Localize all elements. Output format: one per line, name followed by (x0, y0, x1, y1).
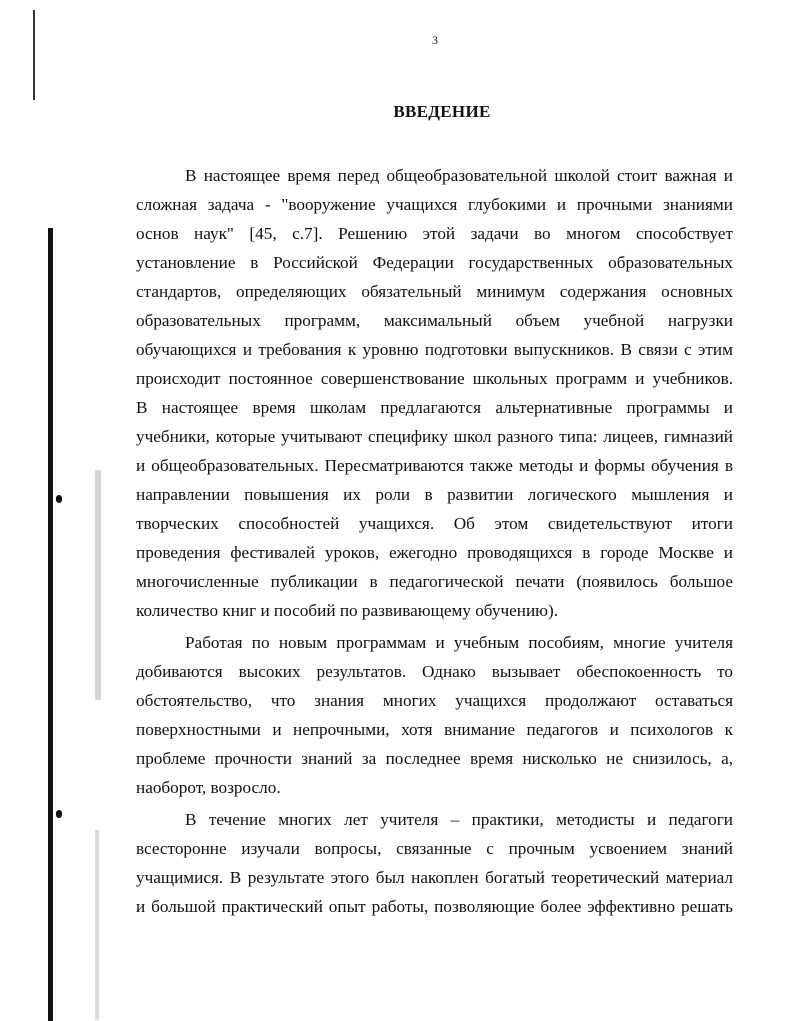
text-line: происходит постоянное совершенствование школьных программ и учебников. (136, 369, 733, 388)
text-line: всесторонне изучали вопросы, связанные с прочным усвоением знаний (136, 839, 733, 858)
scan-mark (56, 810, 62, 818)
text-line: учебники, которые учитывают специфику школ разного типа: лицеев, гимназий (136, 427, 733, 446)
text-line: и общеобразовательных. Пересматриваются также методы и формы обучения в (136, 456, 733, 475)
text-line: проведения фестивалей уроков, ежегодно проводящихся в городе Москве и (136, 543, 733, 562)
text-line: многочисленные публикации в педагогической печати (появилось большое (136, 572, 733, 591)
text-line: Работая по новым программам и учебным пособиям, многие учителя (185, 633, 733, 652)
text-line: основ наук" [45, с.7]. Решению этой задачи во многом способствует (136, 224, 733, 243)
text-line: образовательных программ, максимальный объем учебной нагрузки (136, 311, 733, 330)
scan-noise (95, 470, 101, 700)
scan-mark (56, 495, 62, 503)
text-line: творческих способностей учащихся. Об этом свидетельствуют итоги (136, 514, 733, 533)
text-line: обучающихся и требования к уровню подготовки выпускников. В связи с этим (136, 340, 733, 359)
page-number: 3 (432, 33, 438, 47)
text-line: направлении повышения их роли в развитии логического мышления и (136, 485, 733, 504)
section-title: ВВЕДЕНИЕ (393, 102, 491, 121)
text-line: установление в Российской Федерации государственных образовательных (136, 253, 733, 272)
scan-edge-line (48, 228, 53, 1021)
text-line: и большой практический опыт работы, позволяющие более эффективно решать (136, 897, 733, 916)
scan-edge-line-thin (33, 10, 35, 100)
text-line: количество книг и пособий по развивающему обучению). (136, 601, 559, 620)
text-line: В настоящее время школам предлагаются альтернативные программы и (136, 398, 733, 417)
text-line: стандартов, определяющих обязательный минимум содержания основных (136, 282, 733, 301)
text-line: В течение многих лет учителя – практики, методисты и педагоги (185, 810, 733, 829)
text-line: В настоящее время перед общеобразовательной школой стоит важная и (185, 166, 733, 185)
text-line: учащимися. В результате этого был накоплен богатый теоретический материал (136, 868, 733, 887)
text-line: проблеме прочности знаний за последнее время нисколько не снизилось, а, (136, 749, 733, 768)
text-line: сложная задача - "вооружение учащихся глубокими и прочными знаниями (136, 195, 733, 214)
text-line: поверхностными и непрочными, хотя внимание педагогов и психологов к (136, 720, 733, 739)
text-line: обстоятельство, что знания многих учащихся продолжают оставаться (136, 691, 733, 710)
body-text (136, 161, 733, 921)
text-line: наоборот, возросло. (136, 778, 281, 797)
scan-noise (95, 830, 99, 1020)
text-line: добиваются высоких результатов. Однако вызывает обеспокоенность то (136, 662, 733, 681)
